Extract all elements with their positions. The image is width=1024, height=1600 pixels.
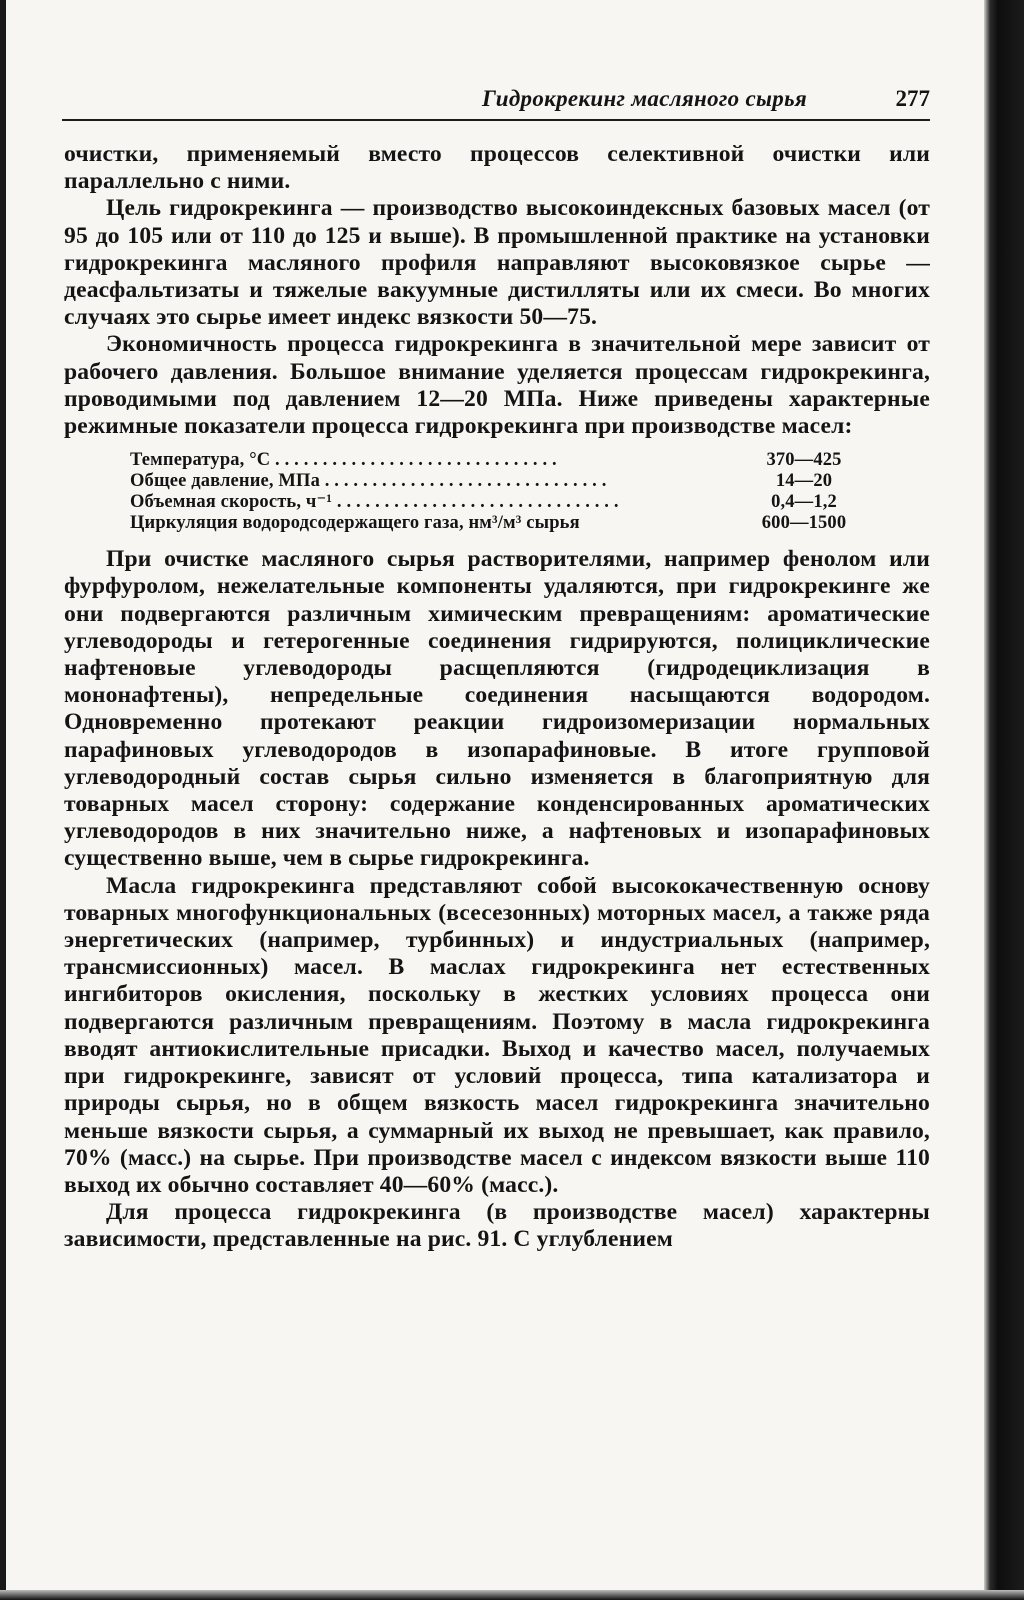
parameter-value: 0,4—1,2 — [771, 492, 837, 513]
paragraph-continuation: очистки, применяемый вместо процессов селективной очистки или параллельно с ними. — [64, 141, 930, 195]
running-title: Гидрокрекинг масляного сырья — [482, 86, 808, 111]
dot-leader: . . . . . . . . . . . . . . . . . . . . . . . . . . . . . . — [332, 492, 619, 513]
parameter-label: Циркуляция водородсодержащего газа, нм³/м³ сырья — [130, 513, 580, 534]
paragraph-oil-properties: Масла гидрокрекинга представляют собой высококачественную основу товарных многофункциональных (всесезонных) моторных масел, а также ряда энергетических (например, турбинных) и индустриальных (например, трансмиссионных) масел. В маслах гидрокрекинга нет естественных ингибиторов окисления, поскольку в жестких условиях процесса они подвергаются различным превращениям. Поэтому в масла гидрокрекинга вводят антиокислительные присадки. Выход и качество масел, получаемых при гидрокрекинге, зависят от условий процесса, типа катализатора и природы сырья, но в общем вязкость масел гидрокрекинга значительно меньше вязкости сырья, а суммарный их выход не превышает, как правило, 70% (масс.) на сырье. При производстве масел с индексом вязкости выше 110 выход их обычно составляет 40—60% (масс.). — [64, 872, 930, 1198]
parameter-name — [130, 492, 754, 513]
page-number: 277 — [895, 86, 930, 111]
parameter-name — [130, 450, 754, 471]
page-body — [64, 141, 930, 1254]
parameter-value: 370—425 — [766, 450, 842, 471]
paragraph-economics: Экономичность процесса гидрокрекинга в значительной мере зависит от рабочего давления. Большое внимание уделяется процессам гидрокрекинга, проводимыми под давлением 12—20 МПа. Ниже приведены характерные режимные показатели процесса гидрокрекинга при производстве масел: — [64, 331, 930, 440]
paragraph-solvent-vs-hydrocracking: При очистке масляного сырья растворителями, например фенолом или фурфуролом, нежелательные компоненты удаляются, при гидрокрекинге же они подвергаются различным химическим превращениям: ароматические углеводороды и гетерогенные соединения гидрируются, полициклические нафтеновые углеводороды расщепляются (гидродециклизация в мононафтены), непредельные соединения насыщаются водородом. Одновременно протекают реакции гидроизомеризации нормальных парафиновых углеводородов в изопарафиновые. В итоге групповой углеводородный состав сырья сильно изменяется в благоприятную для товарных масел сторону: содержание конденсированных ароматических углеводородов в них значительно ниже, а нафтеновых и изопарафиновых существенно выше, чем в сырье гидрокрекинга. — [64, 546, 930, 872]
parameter-label: Общее давление, МПа — [130, 471, 320, 492]
process-parameters-list — [130, 450, 854, 534]
parameter-row — [130, 513, 854, 534]
scan-right-edge — [984, 0, 1024, 1600]
parameter-name — [130, 513, 754, 534]
scan-left-edge — [0, 0, 6, 1600]
parameter-row — [130, 471, 854, 492]
parameter-label: Объемная скорость, ч⁻¹ — [130, 492, 333, 513]
parameter-value: 600—1500 — [761, 513, 847, 534]
parameter-row — [130, 492, 854, 513]
header-rule — [62, 119, 930, 121]
dot-leader: . . . . . . . . . . . . . . . . . . . . . . . . . . . . . . — [270, 450, 557, 471]
parameter-name — [130, 471, 754, 492]
page-header — [62, 86, 930, 118]
paragraph-purpose: Цель гидрокрекинга — производство высокоиндексных базовых масел (от 95 до 105 или от 110 до 125 и выше). В промышленной практике на установки гидрокрекинга масляного профиля направляют высоковязкое сырье — деасфальтизаты и тяжелые вакуумные дистилляты или их смеси. Во многих случаях это сырье имеет индекс вязкости 50—75. — [64, 195, 930, 331]
scan-bottom-edge — [0, 1590, 1024, 1600]
parameter-label: Температура, °С — [130, 450, 271, 471]
parameter-row — [130, 450, 854, 471]
dot-leader: . . . . . . . . . . . . . . . . . . . . . . . . . . . . . . — [319, 471, 607, 492]
paragraph-dependencies: Для процесса гидрокрекинга (в производстве масел) характерны зависимости, представленные на рис. 91. С углублением — [64, 1199, 930, 1253]
parameter-value: 14—20 — [775, 471, 833, 492]
